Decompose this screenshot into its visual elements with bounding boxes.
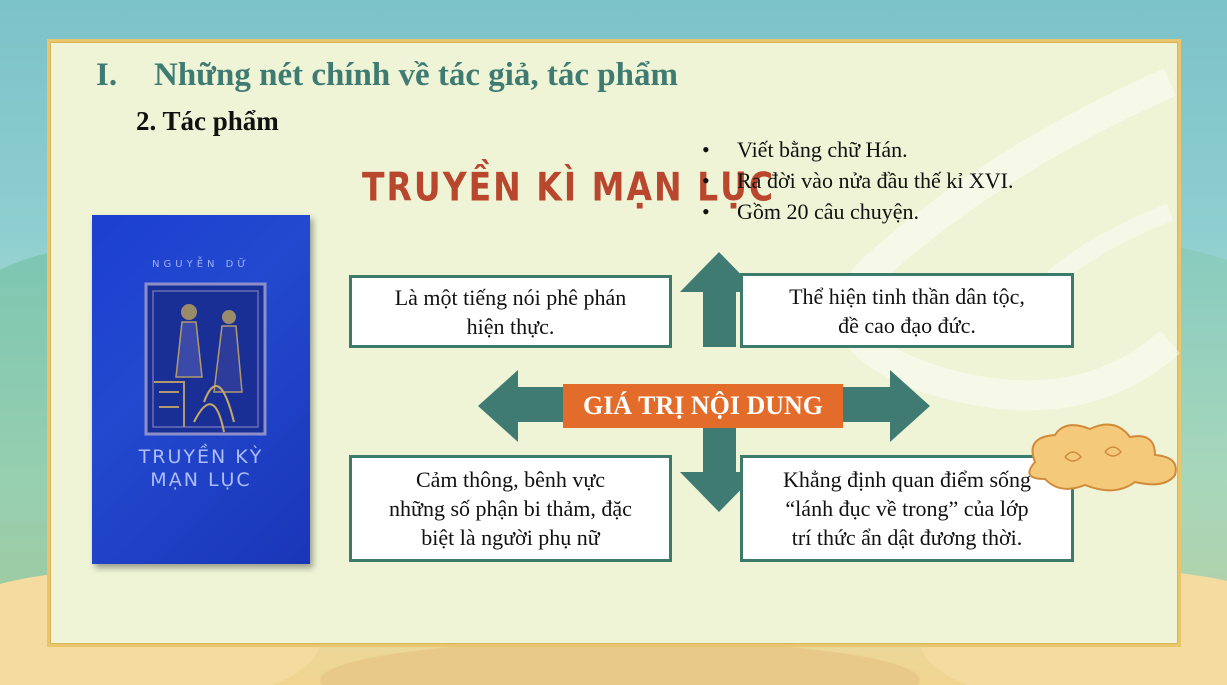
box-line: “lánh đục về trong” của lớp bbox=[785, 496, 1029, 521]
cover-title-line2: MẠN LỤC bbox=[150, 469, 252, 491]
box-line: hiện thực. bbox=[466, 313, 555, 339]
list-item: • Ra đời vào nửa đầu thế kỉ XVI. bbox=[702, 165, 1014, 196]
arrow-right bbox=[840, 370, 930, 442]
box-line: Thể hiện tinh thần dân tộc, bbox=[789, 283, 1025, 309]
subheading: 2. Tác phẩm bbox=[136, 106, 279, 136]
cover-title-line1: TRUYỀN KỲ bbox=[138, 446, 264, 468]
content-box-bottom-left bbox=[349, 455, 672, 562]
box-line: biệt là người phụ nữ bbox=[421, 525, 600, 550]
content-box-top-left bbox=[349, 275, 672, 348]
box-line: những số phận bi thảm, đặc bbox=[389, 496, 632, 521]
box-line: Là một tiếng nói phê phán bbox=[394, 284, 627, 310]
list-item: • Gồm 20 câu chuyện. bbox=[702, 196, 1014, 227]
cover-author: NGUYỄN DỮ bbox=[152, 259, 250, 270]
center-label: GIÁ TRỊ NỘI DUNG bbox=[563, 384, 843, 428]
book-title-art: TRUYỀN KÌ MẠN LỤC bbox=[362, 164, 776, 211]
box-line: đề cao đạo đức. bbox=[838, 312, 976, 338]
box-line: Khẳng định quan điểm sống bbox=[782, 467, 1032, 492]
box-line: trí thức ẩn dật đương thời. bbox=[791, 525, 1023, 550]
content-box-top-right bbox=[740, 273, 1074, 348]
box-line: Cảm thông, bênh vực bbox=[415, 467, 606, 492]
arrow-left bbox=[478, 370, 570, 442]
slide-panel bbox=[47, 39, 1181, 647]
list-item: • Viết bằng chữ Hán. bbox=[702, 134, 1014, 165]
cloud-ornament bbox=[1005, 417, 1195, 497]
section-title: Những nét chính về tác giả, tác phẩm bbox=[154, 57, 678, 93]
section-number: I. bbox=[96, 57, 118, 93]
